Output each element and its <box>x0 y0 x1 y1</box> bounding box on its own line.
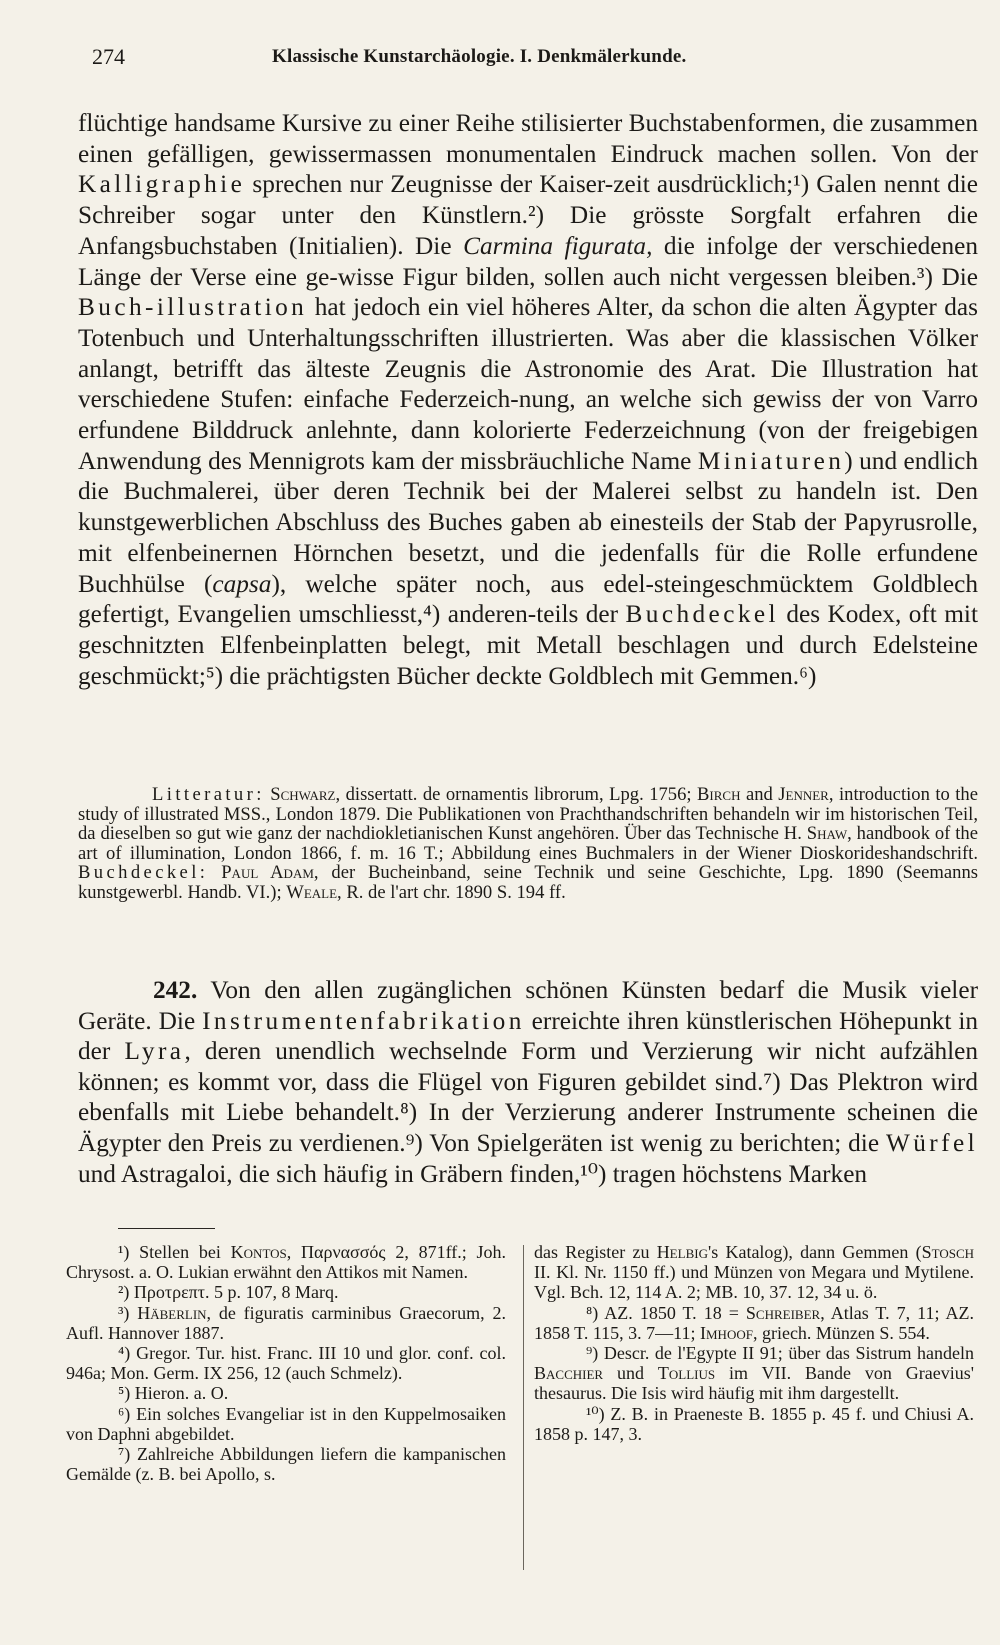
literature-note <box>78 785 978 903</box>
footnote-6: ⁶) Ein solches Evangeliar ist in den Kuppelmosaiken von Daphni abgebildet. <box>66 1403 506 1444</box>
text-run: erreichte ihren künstlerischen Höhepunkt in der <box>78 1006 979 1066</box>
section-number: 242. <box>153 976 198 1004</box>
author-name: Imhoof <box>700 1322 753 1343</box>
text-run: Das Plektron wird ebenfalls mit Liebe behandelt. <box>78 1067 979 1127</box>
author-name: Weale <box>286 881 338 903</box>
footnote-8 <box>534 1303 974 1343</box>
text-run: sprechen nur Zeugnisse der Kaiser-zeit ausdrücklich; <box>245 170 794 199</box>
author-name: Birch <box>697 784 741 805</box>
author-name: Kontos <box>230 1242 287 1262</box>
text-run: , deren unendlich wechselnde Form und Verzierung wir nicht aufzählen können; es kommt vor, dass die Flügel von Figuren gebildet sind. <box>78 1037 979 1096</box>
main-text-block <box>78 108 978 691</box>
literature-paragraph <box>78 785 978 903</box>
text-run: In der Verzierung anderer Instrumente scheinen die Ägypter den Preis zu verdienen. <box>78 1098 978 1157</box>
footnote-ref: ⁴) <box>423 600 441 629</box>
text-run: flüchtige handsame Kursive zu einer Reihe stilisierter Buchstabenformen, die zusammen einen gefälligen, gewissermassen monumentalen Eindruck machen sollen. Von der <box>78 109 978 168</box>
text-run: Die <box>932 262 978 291</box>
footnote-ref: ⁸) <box>399 1098 418 1127</box>
author-name: Tollius <box>657 1363 716 1384</box>
footnote-7: ⁷) Zahlreiche Abbildungen liefern die kampanischen Gemälde (z. B. bei Apollo, s. <box>66 1444 506 1485</box>
text-run: Von den allen zugänglichen schönen Künsten bedarf die Musik vieler Geräte. Die <box>78 976 978 1035</box>
author-name: Shaw <box>806 823 848 845</box>
main-paragraph <box>78 108 978 691</box>
text-run: Die grösste Sorgfalt erfahren die Anfangsbuchstaben (Initialien). Die <box>78 201 978 260</box>
text-run: , der Bucheinband, seine Technik und seine Geschichte, Lpg. 1890 (Seemanns kunstgewerbl. Handb. VI.); <box>78 862 978 903</box>
text-run: 's Katalog), dann Gemmen ( <box>707 1242 922 1262</box>
footnote-3 <box>66 1303 506 1343</box>
footnote-ref: ⁵) <box>205 661 224 690</box>
footnote-10: ¹⁰) Z. B. in Praeneste B. 1855 p. 45 f. und Chiusi A. 1858 p. 147, 3. <box>534 1403 974 1444</box>
author-name: Helbig <box>656 1242 708 1262</box>
text-run: ¹) Stellen bei <box>118 1242 231 1262</box>
footnote-4: ⁴) Gregor. Tur. hist. Franc. III 10 und glor. conf. col. 946a; Mon. Germ. IX 256, 12 (auch Schmelz). <box>66 1343 506 1384</box>
author-name: Jenner <box>778 784 829 805</box>
text-run: ), welche später noch, aus edel-steingeschmücktem Goldblech gefertigt, Evangelien umschliesst, <box>78 569 978 629</box>
spaced-term: Instrumentenfabrikation <box>202 1006 525 1035</box>
text-run: anderen-teils der <box>440 600 626 629</box>
spaced-term: Buch-illustration <box>78 293 308 322</box>
text-run: , Atlas T. 7, 11; AZ. 1858 T. 115, 3. 7—11; <box>534 1302 974 1343</box>
text-run: ) und endlich die Buchmalerei, über deren Technik bei der Malerei selbst zu handeln ist. Den kunstgewerblichen Abschluss des Buches gaben ab einesteils der Stab der Papyrusrolle, mit elfenbeinernen Hörnchen besetzt, und die jedenfalls für die Rolle erfundene Buchhülse ( <box>78 446 979 598</box>
text-run: und <box>603 1363 658 1384</box>
footnote-5: ⁵) Hieron. a. O. <box>118 1383 229 1404</box>
text-run: II. Kl. Nr. 1150 ff.) und Münzen von Megara und Mytilene. Vgl. Bch. 12, 114 A. 2; MB. 10, 37. 12, 34 u. ö. <box>534 1262 974 1303</box>
text-run: die prächtigsten Bücher deckte Goldblech mit Gemmen. <box>223 661 800 690</box>
text-run: hat jedoch ein viel höheres Alter, da schon die alten Ägypter das Totenbuch und Unterhaltungsschriften illustrierten. Was aber die klassischen Völker anlangt, betrifft das älteste Zeugnis die Astronomie des Arat. Die Illustration hat verschiedene Stufen: einfache Federzeich-nung, an welche sich gewiss der von Varro erfundene Bilddruck anlehnte, dann kolorierte Federzeichnung (von der freigebigen Anwendung des Mennigrots kam der missbräuchliche Name <box>78 293 978 475</box>
footnote-ref: ⁷) <box>763 1067 781 1096</box>
text-run: , introduction to the study of illustrated MSS., London 1879. Die Publikationen von Prachthandschriften behandeln wir im historischen Teil, da dieselben so gut wie ganz der nachdiokletianischen Kunst angehören. Über das Technische H. <box>78 784 978 845</box>
footnote-ref: ³) <box>916 262 933 291</box>
text-run: , Παρνασσός 2, 871ff.; Joh. Chrysost. a. O. Lukian erwähnt den Attikos mit Namen. <box>66 1242 507 1283</box>
author-name: Paul Adam <box>221 862 314 884</box>
footnotes-left-column <box>66 1242 506 1484</box>
footnote-7-continued <box>534 1242 974 1303</box>
text-run: ³) <box>118 1302 138 1323</box>
italic-term: Carmina figurata, <box>463 231 653 260</box>
text-run: Von Spielgeräten ist wenig zu berichten; die <box>422 1128 886 1157</box>
text-run: , dissertatt. de ornamentis librorum, Lpg. 1756; <box>335 784 698 805</box>
author-name: Bacchier <box>534 1363 604 1384</box>
spaced-term: Miniaturen <box>697 446 845 475</box>
section-242 <box>78 975 978 1189</box>
footnote-rule <box>118 1228 215 1229</box>
running-header <box>92 44 972 70</box>
author-name: Schwarz <box>270 784 336 805</box>
spaced-term: Lyra <box>124 1037 185 1066</box>
footnote-ref: ²) <box>528 201 545 230</box>
text-run: ⁸) AZ. 1850 T. 18 = <box>586 1302 746 1323</box>
footnote-2: ²) Προτρεπτ. 5 p. 107, 8 Marq. <box>118 1282 339 1303</box>
spaced-term: Buchdeckel: <box>78 862 209 884</box>
author-name: Schreiber <box>745 1302 821 1323</box>
italic-term: capsa <box>212 569 272 598</box>
section-paragraph <box>78 975 978 1189</box>
text-run: , R. de l'art chr. 1890 S. 194 ff. <box>337 881 566 903</box>
text-run: und Astragaloi, die sich häufig in Gräbern finden, <box>78 1159 581 1188</box>
text-run: das Register zu <box>534 1242 657 1262</box>
spaced-term: Litteratur: <box>152 784 265 805</box>
page-number: 274 <box>92 44 125 69</box>
footnote-ref: ⁶) <box>799 661 817 690</box>
author-name: Häberlin <box>137 1302 207 1323</box>
footnote-ref: ¹⁰) <box>580 1159 607 1188</box>
text-run: im VII. Bande von Graevius' thesaurus. Die Isis wird häufig mit ihm dargestellt. <box>534 1363 974 1404</box>
text-run: and <box>740 784 779 805</box>
footnote-ref: ¹) <box>793 170 810 199</box>
footnote-ref: ⁹) <box>405 1128 423 1157</box>
text-run: , handbook of the art of illumination, London 1866, f. m. 16 T.; Abbildung eines Buchmalers in der Wiener Dioskorideshandschrift. <box>78 823 978 864</box>
text-run: ⁹) Descr. de l'Egypte II 91; über das Sistrum handeln <box>586 1343 974 1364</box>
spaced-term: Buchdeckel <box>625 600 779 629</box>
text-run: tragen höchstens Marken <box>606 1159 868 1188</box>
text-run: , de figuratis carminibus Graecorum, 2. Aufl. Hannover 1887. <box>66 1302 506 1343</box>
running-title: Klassische Kunstarchäologie. I. Denkmälerkunde. <box>272 46 687 67</box>
text-run: , griech. Münzen S. 554. <box>752 1322 930 1343</box>
footnote-9 <box>534 1343 974 1404</box>
column-divider <box>523 1245 524 1570</box>
text-run: Galen nennt die Schreiber sogar unter den Künstlern. <box>78 170 978 230</box>
text-run: des Kodex, oft mit geschnitzten Elfenbeinplatten belegt, mit Metall beschlagen und durch Edelsteine geschmückt; <box>78 600 978 690</box>
text-run: die infolge der verschiedenen Länge der Verse eine ge-wisse Figur bilden, sollen auch nicht vergessen bleiben. <box>78 231 978 291</box>
author-name: Stosch <box>921 1242 975 1262</box>
spaced-term: Kalligraphie <box>78 170 246 199</box>
footnote-1 <box>66 1242 506 1282</box>
footnotes-right-column <box>534 1242 974 1444</box>
text-run <box>208 862 221 883</box>
spaced-term: Würfel <box>885 1128 978 1157</box>
